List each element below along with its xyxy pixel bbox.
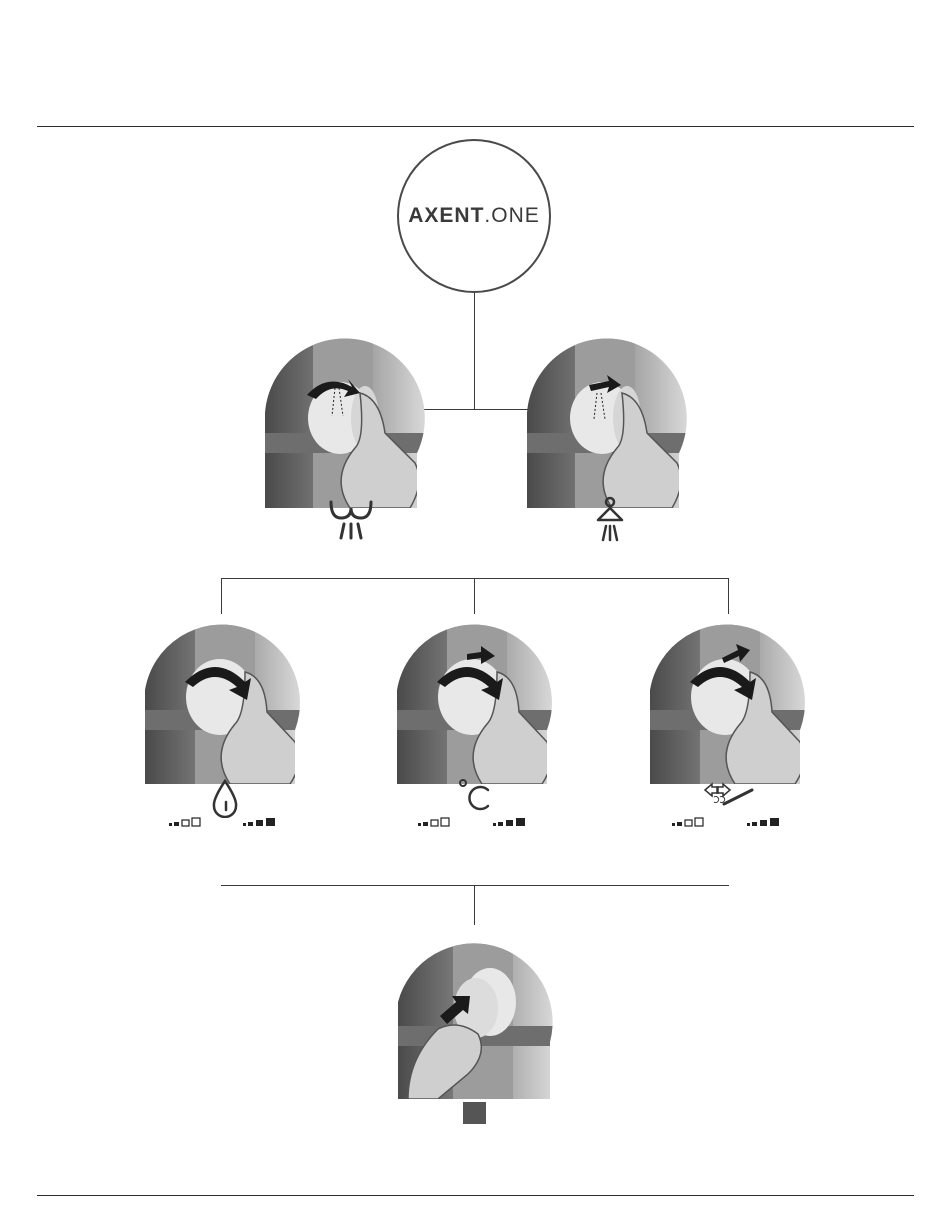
stop-knob-photo [398, 924, 553, 1099]
connector [221, 578, 729, 579]
connector [221, 885, 729, 886]
level-low-icon [672, 814, 708, 832]
feminine-wash-icon [594, 496, 626, 549]
bottom-rule [37, 1195, 914, 1196]
connector [474, 885, 475, 925]
temperature-knob-photo [397, 612, 552, 784]
brand-logo [408, 204, 540, 228]
brand-logo-circle [397, 139, 551, 293]
connector [728, 578, 729, 614]
connector [474, 293, 475, 410]
connector [221, 578, 222, 614]
water-drop-icon [211, 778, 239, 823]
logo-bold: AXENT [408, 204, 485, 227]
logo-light: .ONE [484, 204, 540, 227]
connector [474, 578, 475, 614]
rear-wash-knob-photo [265, 333, 425, 508]
level-high-icon [243, 814, 279, 832]
temperature-icon [458, 778, 494, 819]
level-low-icon [418, 814, 454, 832]
nozzle-position-icon [702, 780, 754, 811]
connector [420, 409, 530, 410]
nozzle-knob-photo [650, 612, 805, 784]
pressure-knob-photo [145, 612, 300, 784]
level-low-icon [169, 814, 205, 832]
rear-wash-icon [327, 500, 375, 547]
feminine-wash-knob-photo [527, 333, 687, 508]
level-high-icon [747, 814, 783, 832]
stop-square-icon [463, 1102, 486, 1124]
level-high-icon [493, 814, 529, 832]
top-rule [37, 126, 914, 127]
